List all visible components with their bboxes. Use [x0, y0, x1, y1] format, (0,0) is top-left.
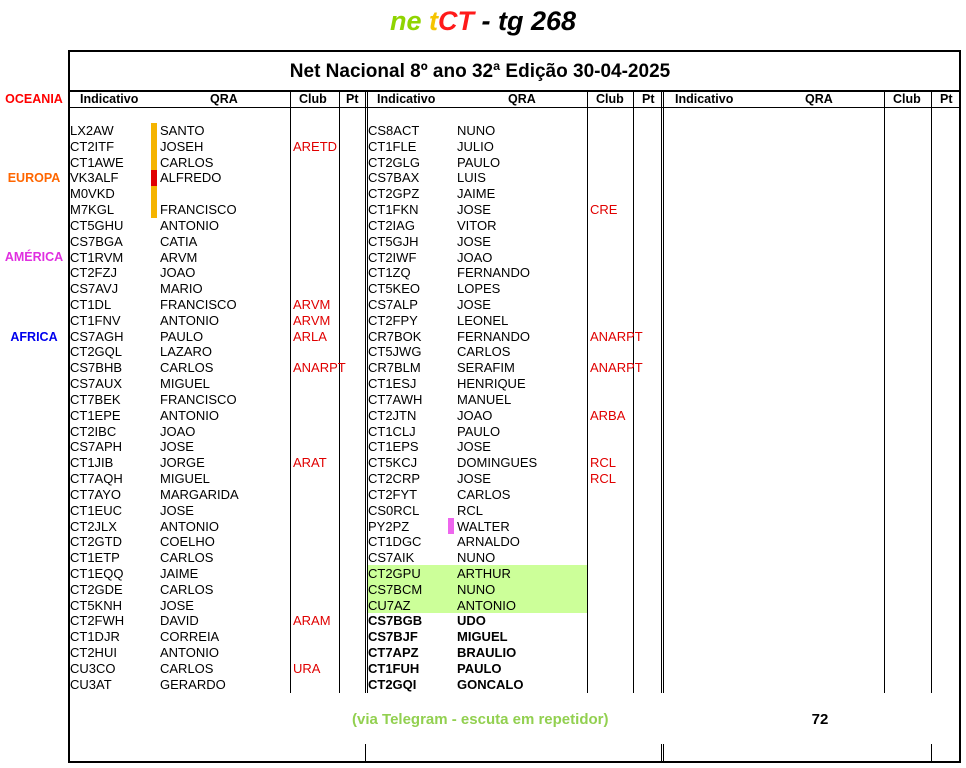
- callsign: CT7AYO: [70, 487, 122, 502]
- callsign: CT2IWF: [368, 250, 417, 265]
- callsign: CT2HUI: [70, 645, 117, 660]
- qra-name: JORGE: [160, 455, 205, 470]
- qra-name: CARLOS: [457, 487, 511, 502]
- qra-name: ANTONIO: [160, 313, 219, 328]
- callsign: CT2GQI: [368, 677, 417, 692]
- callsign: CT1AWE: [70, 155, 124, 170]
- page-title: Net Nacional 8º ano 32ª Edição 30-04-2025: [289, 61, 671, 82]
- header-pt: Pt: [642, 92, 655, 106]
- qra-name: LUIS: [457, 170, 486, 185]
- club-name: ARBA: [590, 408, 626, 423]
- club-name: ANARPT: [590, 329, 643, 344]
- qra-name: JOAO: [457, 408, 493, 423]
- callsign: CT2CRP: [368, 471, 421, 486]
- header-club: Club: [893, 92, 921, 106]
- header-indicativo: Indicativo: [675, 92, 734, 106]
- callsign: CS0RCL: [368, 503, 420, 518]
- qra-name: DOMINGUES: [457, 455, 538, 470]
- callsign: CT1RVM: [70, 250, 124, 265]
- qra-name: JOSE: [457, 202, 491, 217]
- qra-name: GERARDO: [160, 677, 226, 692]
- club-name: RCL: [590, 471, 617, 486]
- callsign: CT2FYT: [368, 487, 418, 502]
- qra-name: FERNANDO: [457, 329, 530, 344]
- callsign: CT1FUH: [368, 661, 420, 676]
- qra-name: MIGUEL: [457, 629, 508, 644]
- qra-name: ANTONIO: [160, 645, 219, 660]
- header-pt: Pt: [940, 92, 953, 106]
- callsign: CT2GPZ: [368, 186, 420, 201]
- callsign: CT2FWH: [70, 613, 125, 628]
- qra-name: SERAFIM: [457, 360, 515, 375]
- club-name: ANARPT: [590, 360, 643, 375]
- callsign: CS8ACT: [368, 123, 420, 138]
- header-indicativo: Indicativo: [377, 92, 436, 106]
- header-qra: QRA: [508, 92, 536, 106]
- qra-name: JOAO: [160, 424, 196, 439]
- club-name: ARAM: [293, 613, 331, 628]
- qra-name: VITOR: [457, 218, 497, 233]
- qra-name: ANTONIO: [160, 218, 219, 233]
- callsign: CS7BCM: [368, 582, 423, 597]
- callsign: M0VKD: [70, 186, 115, 201]
- qra-name: NUNO: [457, 123, 496, 138]
- callsign: CS7BAX: [368, 170, 420, 185]
- region-oceania: OCEANIA: [5, 92, 63, 106]
- qra-name: CARLOS: [160, 550, 214, 565]
- qra-name: JAIME: [457, 186, 496, 201]
- header-club: Club: [596, 92, 624, 106]
- callsign: CT1EPS: [368, 439, 419, 454]
- callsign: CS7AUX: [70, 376, 123, 391]
- col-divider: [290, 92, 291, 693]
- callsign: CS7APH: [70, 439, 123, 454]
- callsign: PY2PZ: [368, 519, 410, 534]
- header-qra: QRA: [805, 92, 833, 106]
- header-qra: QRA: [210, 92, 238, 106]
- callsign: CT2ITF: [70, 139, 115, 154]
- tick-mark: [931, 744, 932, 761]
- callsign: CT7AWH: [368, 392, 423, 407]
- callsign: CS7BJF: [368, 629, 418, 644]
- callsign: CT2IBC: [70, 424, 117, 439]
- tick-mark: [661, 744, 662, 761]
- callsign: CT1DGC: [368, 534, 422, 549]
- header-club: Club: [299, 92, 327, 106]
- qra-name: CARLOS: [160, 582, 214, 597]
- footer-note: (via Telegram - escuta em repetidor): [352, 711, 609, 728]
- callsign: CS7BGB: [368, 613, 423, 628]
- callsign: CS7AIK: [368, 550, 415, 565]
- tick-mark: [365, 744, 366, 761]
- callsign: CT2FPY: [368, 313, 418, 328]
- col-divider: [633, 92, 634, 693]
- col-divider: [663, 92, 664, 693]
- callsign: CT1ZQ: [368, 265, 411, 280]
- callsign: CT2IAG: [368, 218, 415, 233]
- qra-name: PAULO: [457, 155, 501, 170]
- callsign: CS7AGH: [70, 329, 124, 344]
- callsign: CT1FKN: [368, 202, 419, 217]
- callsign: CT7APZ: [368, 645, 419, 660]
- logo-e: e: [406, 6, 422, 36]
- qra-name: ARTHUR: [457, 566, 511, 581]
- callsign: CT5KEO: [368, 281, 421, 296]
- qra-marker-magenta: [448, 518, 454, 534]
- qra-name: ALFREDO: [160, 170, 222, 185]
- callsign: CT1EPE: [70, 408, 121, 423]
- club-name: ARETD: [293, 139, 338, 154]
- callsign: CT2JTN: [368, 408, 417, 423]
- callsign: CR7BOK: [368, 329, 422, 344]
- qra-name: NUNO: [457, 550, 496, 565]
- club-name: URA: [293, 661, 321, 676]
- callsign: CT1DL: [70, 297, 112, 312]
- qra-name: LEONEL: [457, 313, 509, 328]
- qra-name: ANTONIO: [160, 408, 219, 423]
- club-name: ARVM: [293, 297, 331, 312]
- callsign: CT1ESJ: [368, 376, 417, 391]
- club-name: ARVM: [293, 313, 331, 328]
- callsign: CU3CO: [70, 661, 116, 676]
- qra-name: ANTONIO: [457, 598, 516, 613]
- qra-name: MANUEL: [457, 392, 512, 407]
- qra-name: PAULO: [457, 424, 501, 439]
- logo-n: n: [389, 6, 407, 36]
- qra-name: MARIO: [160, 281, 203, 296]
- logo-suffix: - tg 268: [474, 6, 577, 36]
- callsign: CT1ETP: [70, 550, 120, 565]
- col-divider: [587, 92, 588, 693]
- qra-name: JOAO: [457, 250, 493, 265]
- callsign: CT1DJR: [70, 629, 120, 644]
- qra-name: CARLOS: [457, 344, 511, 359]
- qra-name: UDO: [457, 613, 486, 628]
- header-indicativo: Indicativo: [80, 92, 139, 106]
- qra-name: SANTO: [160, 123, 205, 138]
- qra-name: LOPES: [457, 281, 501, 296]
- callsign: CT2GLG: [368, 155, 421, 170]
- col-divider: [339, 92, 340, 693]
- callsign: CT5GHU: [70, 218, 124, 233]
- qra-name: NUNO: [457, 582, 496, 597]
- qra-name: JOSEH: [160, 139, 204, 154]
- qra-name: CARLOS: [160, 155, 214, 170]
- qra-name: FRANCISCO: [160, 202, 237, 217]
- club-name: RCL: [590, 455, 617, 470]
- qra-name: FRANCISCO: [160, 392, 237, 407]
- qra-name: MARGARIDA: [160, 487, 239, 502]
- qra-name: LAZARO: [160, 344, 213, 359]
- total-count: 72: [811, 711, 829, 728]
- col-divider: [884, 92, 885, 693]
- logo-t: t: [429, 6, 438, 36]
- callsign: CT5KCJ: [368, 455, 418, 470]
- callsign: M7KGL: [70, 202, 115, 217]
- qra-name: JOSE: [457, 439, 491, 454]
- callsign: CR7BLM: [368, 360, 421, 375]
- qra-name: MIGUEL: [160, 376, 210, 391]
- callsign: VK3ALF: [70, 170, 119, 185]
- qra-name: RCL: [457, 503, 484, 518]
- callsign: CT2GQL: [70, 344, 123, 359]
- netct-logo: [0, 4, 966, 38]
- qra-name: CATIA: [160, 234, 198, 249]
- region-africa: AFRICA: [10, 330, 58, 344]
- qra-name: JOSE: [160, 439, 194, 454]
- qra-name: ARVM: [160, 250, 198, 265]
- qra-name: PAULO: [457, 661, 502, 676]
- callsign: CU3AT: [70, 677, 112, 692]
- club-name: ARLA: [293, 329, 327, 344]
- callsign: CT1EUC: [70, 503, 123, 518]
- club-name: ARAT: [293, 455, 327, 470]
- qra-name: ANTONIO: [160, 519, 219, 534]
- callsign: CT5JWG: [368, 344, 422, 359]
- tick-mark: [663, 744, 664, 761]
- col-divider: [365, 92, 366, 693]
- qra-name: ARNALDO: [457, 534, 520, 549]
- qra-name: JAIME: [160, 566, 199, 581]
- callsign: CT2GPU: [368, 566, 421, 581]
- qra-name: CARLOS: [160, 360, 214, 375]
- callsign: CT2GTD: [70, 534, 122, 549]
- callsign: CT2JLX: [70, 519, 117, 534]
- qra-name: BRAULIO: [457, 645, 517, 660]
- qra-name: JOSE: [160, 598, 194, 613]
- qra-name: PAULO: [160, 329, 204, 344]
- qra-name: CORREIA: [160, 629, 220, 644]
- callsign: CT1FLE: [368, 139, 417, 154]
- qra-name: HENRIQUE: [457, 376, 526, 391]
- callsign: CS7ALP: [368, 297, 418, 312]
- callsign: CT5GJH: [368, 234, 419, 249]
- callsign: CS7BGA: [70, 234, 123, 249]
- callsign: CT2GDE: [70, 582, 123, 597]
- col-divider: [661, 92, 662, 693]
- qra-name: FERNANDO: [457, 265, 530, 280]
- region-europa: EUROPA: [7, 171, 61, 185]
- qra-name: JOSE: [457, 471, 491, 486]
- callsign: CT1JIB: [70, 455, 114, 470]
- club-name: CRE: [590, 202, 618, 217]
- qra-name: JULIO: [457, 139, 494, 154]
- callsign: CT7BEK: [70, 392, 121, 407]
- header-pt: Pt: [346, 92, 359, 106]
- qra-name: COELHO: [160, 534, 215, 549]
- logo-ct: CT: [438, 6, 474, 36]
- qra-name: FRANCISCO: [160, 297, 237, 312]
- callsign: CT1CLJ: [368, 424, 416, 439]
- callsign: CT1EQQ: [70, 566, 124, 581]
- qra-name: CARLOS: [160, 661, 214, 676]
- callsign: CU7AZ: [368, 598, 411, 613]
- qra-name: MIGUEL: [160, 471, 210, 486]
- callsign: CT1FNV: [70, 313, 121, 328]
- qra-name: DAVID: [160, 613, 199, 628]
- qra-name: JOSE: [160, 503, 194, 518]
- qra-name: WALTER: [457, 519, 510, 534]
- qra-name: JOSE: [457, 234, 491, 249]
- qra-name: GONCALO: [457, 677, 524, 692]
- callsign: CT5KNH: [70, 598, 123, 613]
- region-america: AMÉRICA: [4, 250, 64, 264]
- callsign: CT2FZJ: [70, 265, 117, 280]
- qra-name: JOSE: [457, 297, 491, 312]
- qra-marker-red: [151, 170, 157, 186]
- callsign: LX2AW: [70, 123, 114, 138]
- qra-name: JOAO: [160, 265, 196, 280]
- callsign: CS7BHB: [70, 360, 123, 375]
- col-divider: [931, 92, 932, 693]
- callsign: CS7AVJ: [70, 281, 119, 296]
- club-name: ANARPT: [293, 360, 346, 375]
- callsign: CT7AQH: [70, 471, 123, 486]
